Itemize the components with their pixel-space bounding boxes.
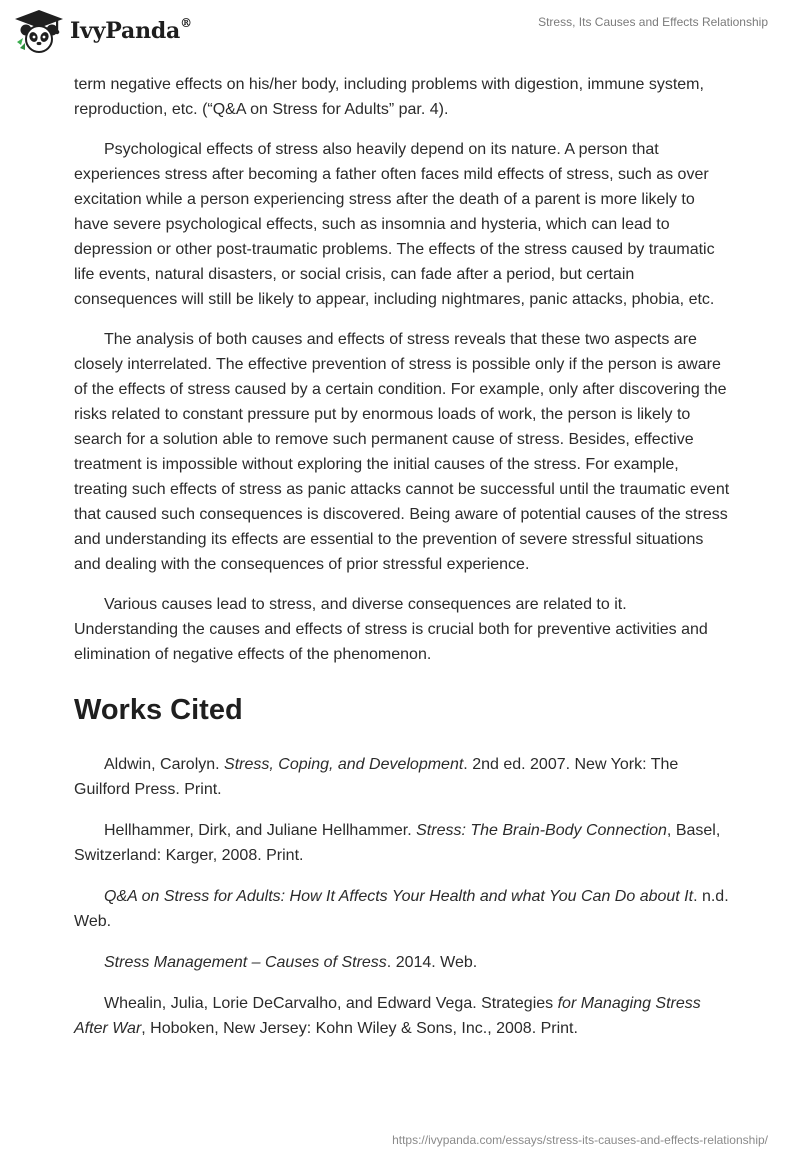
brand-name: IvyPanda®: [70, 16, 192, 44]
essay-body: [74, 72, 730, 1057]
citation: Stress Management – Causes of Stress. 2014. Web.: [104, 954, 478, 971]
document-title: Stress, Its Causes and Effects Relationship: [538, 15, 768, 29]
paragraph: term negative effects on his/her body, including problems with digestion, immune system, reproduction, etc. (“Q&A on Stress for Adults” par. 4).: [74, 76, 704, 118]
citation: Q&A on Stress for Adults: How It Affects Your Health and what You Can Do about It. n.d. Web.: [74, 888, 729, 930]
citation: Aldwin, Carolyn. Stress, Coping, and Development. 2nd ed. 2007. New York: The Guilford Press. Print.: [74, 756, 679, 798]
citation: Whealin, Julia, Lorie DeCarvalho, and Edward Vega. Strategies for Managing Stress After War, Hoboken, New Jersey: Kohn Wiley & Sons, Inc., 2008. Print.: [74, 995, 701, 1037]
paragraph: Various causes lead to stress, and diverse consequences are related to it. Understanding the causes and effects of stress is crucial both for preventive activities and elimination of negative effects of the phenomenon.: [74, 596, 708, 663]
source-url[interactable]: https://ivypanda.com/essays/stress-its-causes-and-effects-relationship/: [392, 1133, 768, 1147]
ivypanda-logo[interactable]: [14, 8, 192, 54]
works-cited-heading: Works Cited: [74, 694, 243, 726]
panda-mortarboard-icon: [14, 8, 64, 54]
paragraph: Psychological effects of stress also heavily depend on its nature. A person that experiences stress after becoming a father often faces mild effects of stress, such as over excitation while a person experiencing stress after the death of a parent is more likely to have severe psychological effects, such as insomnia and hysteria, which can lead to depression or other post-traumatic problems. The effects of the stress caused by traumatic life events, natural disasters, or social crisis, can fade after a period, but certain consequences will still be likely to appear, including nightmares, panic attacks, phobia, etc.: [74, 141, 715, 308]
page-header: [0, 0, 800, 70]
paragraph: The analysis of both causes and effects of stress reveals that these two aspects are closely interrelated. The effective prevention of stress is possible only if the person is aware of the effects of stress caused by a certain condition. For example, only after discovering the risks related to constant pressure put by enormous loads of work, the person is likely to search for a solution able to remove such permanent cause of stress. Besides, effective treatment is impossible without exploring the initial causes of the stress. For example, treating such effects of stress as panic attacks cannot be successful until the traumatic event that caused such consequences is discovered. Being aware of potential causes of the stress and understanding its effects are essential to the prevention of severe stressful situations and dealing with the consequences of prior stressful experience.: [74, 331, 730, 573]
citation: Hellhammer, Dirk, and Juliane Hellhammer. Stress: The Brain-Body Connection, Basel, Switzerland: Karger, 2008. Print.: [74, 822, 721, 864]
